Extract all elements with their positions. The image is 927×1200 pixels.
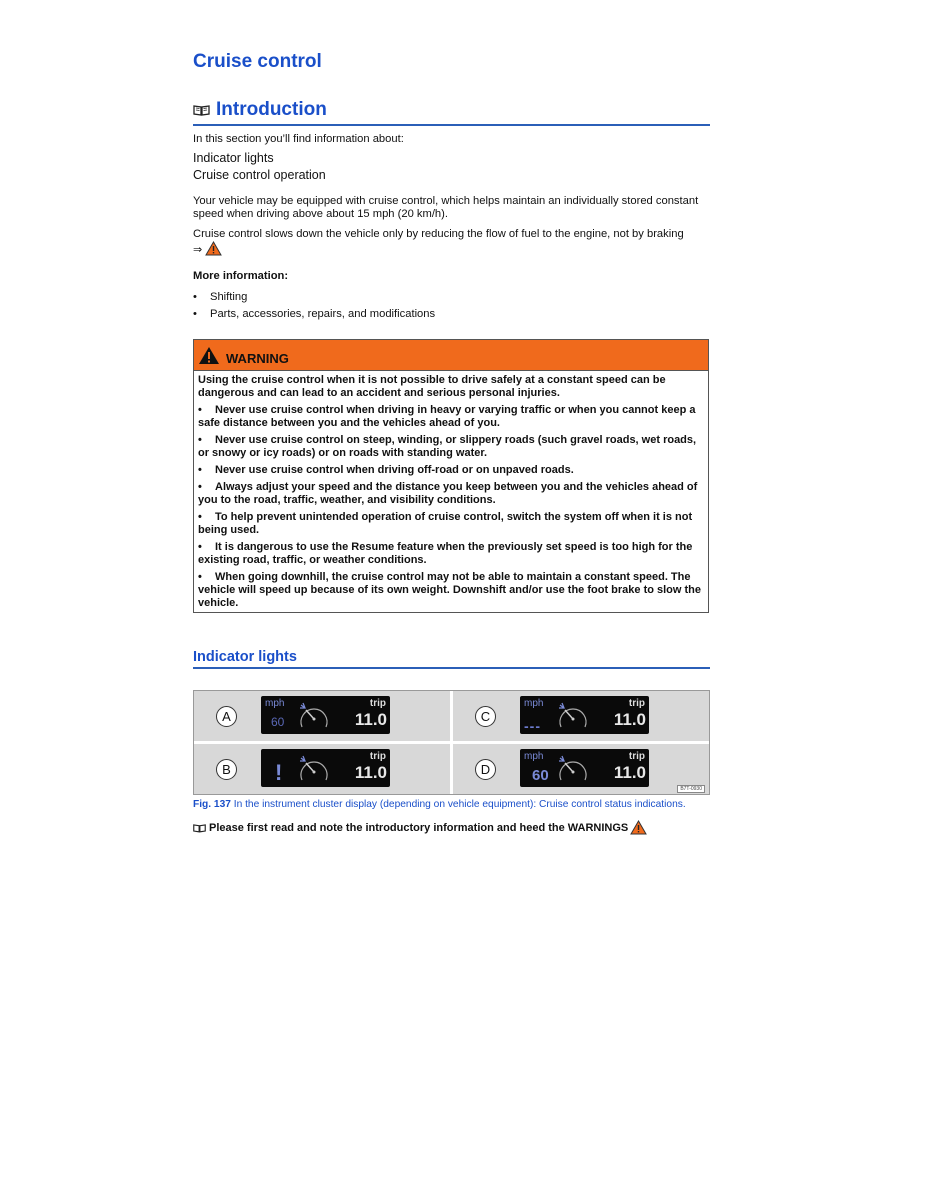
panel-a [194, 691, 450, 741]
bullet: • [193, 308, 197, 320]
fault-symbol: ! [275, 760, 283, 785]
unit-label: mph [524, 751, 544, 762]
warning-item-text: Never use cruise control on steep, winding, or slippery roads (such gravel roads, wet roads, or snowy or icy roads) or on roads with standing water. [198, 434, 697, 459]
trip-label: trip [369, 751, 386, 762]
warning-triangle-icon[interactable] [630, 820, 647, 835]
panel-letter: B [216, 759, 237, 780]
section-heading-text: Introduction [216, 99, 327, 120]
lcd-display [261, 696, 390, 734]
book-icon [193, 104, 210, 116]
read-first-note[interactable] [193, 820, 647, 835]
intro-paragraph-1: Your vehicle may be equipped with cruise control, which helps maintain an individually stored constant speed when driving above about 15 mph (20 km/h). [193, 195, 699, 220]
warning-item [198, 571, 704, 610]
page-title: Cruise control [193, 51, 322, 72]
figure-reference-code: B7T-0930 [677, 785, 705, 793]
figure-cruise-indicators [193, 690, 710, 795]
intro-lead: In this section you’ll find information about: [193, 133, 404, 145]
warning-label: WARNING [226, 350, 289, 366]
bullet: • [198, 541, 202, 553]
warning-item-text: Never use cruise control when driving off-road or on unpaved roads. [215, 464, 574, 476]
speed-dashes: --- [524, 718, 541, 734]
cruise-control-gauge-icon [556, 755, 590, 785]
warning-triangle-icon [198, 346, 220, 365]
topic-link-indicator-lights[interactable]: Indicator lights [193, 151, 274, 165]
link-shifting[interactable]: Shifting [210, 291, 248, 303]
intro-paragraph-2 [193, 228, 710, 257]
warning-item [198, 541, 704, 567]
cruise-control-gauge-icon [297, 702, 331, 732]
warning-item-text: When going downhill, the cruise control may not be able to maintain a constant speed. The vehicle will speed up because of its own weight. Downshift and/or use the foot brake to slow the vehicle. [198, 571, 702, 609]
panel-letter: D [475, 759, 496, 780]
panel-letter: A [216, 706, 237, 727]
reference-arrow: ⇒ [193, 244, 203, 256]
section-heading-introduction [193, 99, 710, 126]
bullet: • [198, 481, 202, 493]
more-information-heading: More information: [193, 270, 289, 282]
intro-paragraph-2-text: Cruise control slows down the vehicle only by reducing the flow of fuel to the engine, not by braking [193, 228, 684, 240]
figure-number: Fig. 137 [193, 799, 231, 810]
warning-item-text: Always adjust your speed and the distance you keep between you and the vehicles ahead of you to the road, traffic, weather, and visibility conditions. [198, 481, 698, 506]
lcd-display [520, 749, 649, 787]
bullet: • [198, 571, 202, 583]
trip-value: 11.0 [354, 763, 387, 782]
panel-c [453, 691, 709, 741]
bullet: • [198, 434, 202, 446]
book-icon [193, 823, 206, 833]
warning-item-text: Never use cruise control when driving in heavy or varying traffic or when you cannot keep a safe distance between you and the vehicles ahead of you. [198, 404, 696, 429]
warning-item [198, 511, 704, 537]
trip-value: 11.0 [613, 763, 646, 782]
bullet: • [198, 464, 202, 476]
warning-item-text: It is dangerous to use the Resume feature when the previously set speed is too high for the existing road, traffic, or weather conditions. [198, 541, 693, 566]
cruise-control-gauge-icon [297, 755, 331, 785]
trip-label: trip [628, 698, 645, 709]
set-speed: 60 [271, 715, 285, 729]
section-heading-indicator-lights: Indicator lights [193, 649, 710, 669]
trip-label: trip [628, 751, 645, 762]
bullet: • [198, 511, 202, 523]
panel-b [194, 744, 450, 794]
topic-link-cruise-control-operation[interactable]: Cruise control operation [193, 168, 326, 182]
link-parts-accessories[interactable]: Parts, accessories, repairs, and modifications [210, 308, 436, 320]
warning-item [198, 404, 704, 430]
trip-label: trip [369, 698, 386, 709]
lcd-display [261, 749, 390, 787]
unit-label: mph [524, 698, 544, 709]
warning-item-text: To help prevent unintended operation of cruise control, switch the system off when it is not being used. [198, 511, 693, 536]
unit-label: mph [265, 698, 285, 709]
set-speed: 60 [532, 767, 549, 784]
warning-item [198, 481, 704, 507]
bullet: • [193, 291, 197, 303]
warning-lead: Using the cruise control when it is not possible to drive safely at a constant speed can be dangerous and can lead to an accident and serious personal injuries. [198, 374, 666, 399]
warning-triangle-icon[interactable] [205, 241, 222, 256]
read-first-note-text: Please first read and note the introductory information and heed the WARNINGS [209, 821, 629, 834]
trip-value: 11.0 [613, 710, 646, 729]
warning-header [194, 340, 708, 371]
panel-letter: C [475, 706, 496, 727]
warning-box [193, 339, 709, 613]
lcd-display [520, 696, 649, 734]
figure-caption [193, 799, 723, 810]
figure-caption-text: In the instrument cluster display (depending on vehicle equipment): Cruise control status indications. [230, 799, 686, 810]
warning-body [194, 371, 708, 610]
warning-item [198, 434, 704, 460]
bullet: • [198, 404, 202, 416]
list-item[interactable] [193, 291, 247, 303]
list-item[interactable] [193, 308, 435, 320]
cruise-control-gauge-icon [556, 702, 590, 732]
trip-value: 11.0 [354, 710, 387, 729]
warning-item [198, 464, 704, 477]
panel-d [453, 744, 709, 794]
